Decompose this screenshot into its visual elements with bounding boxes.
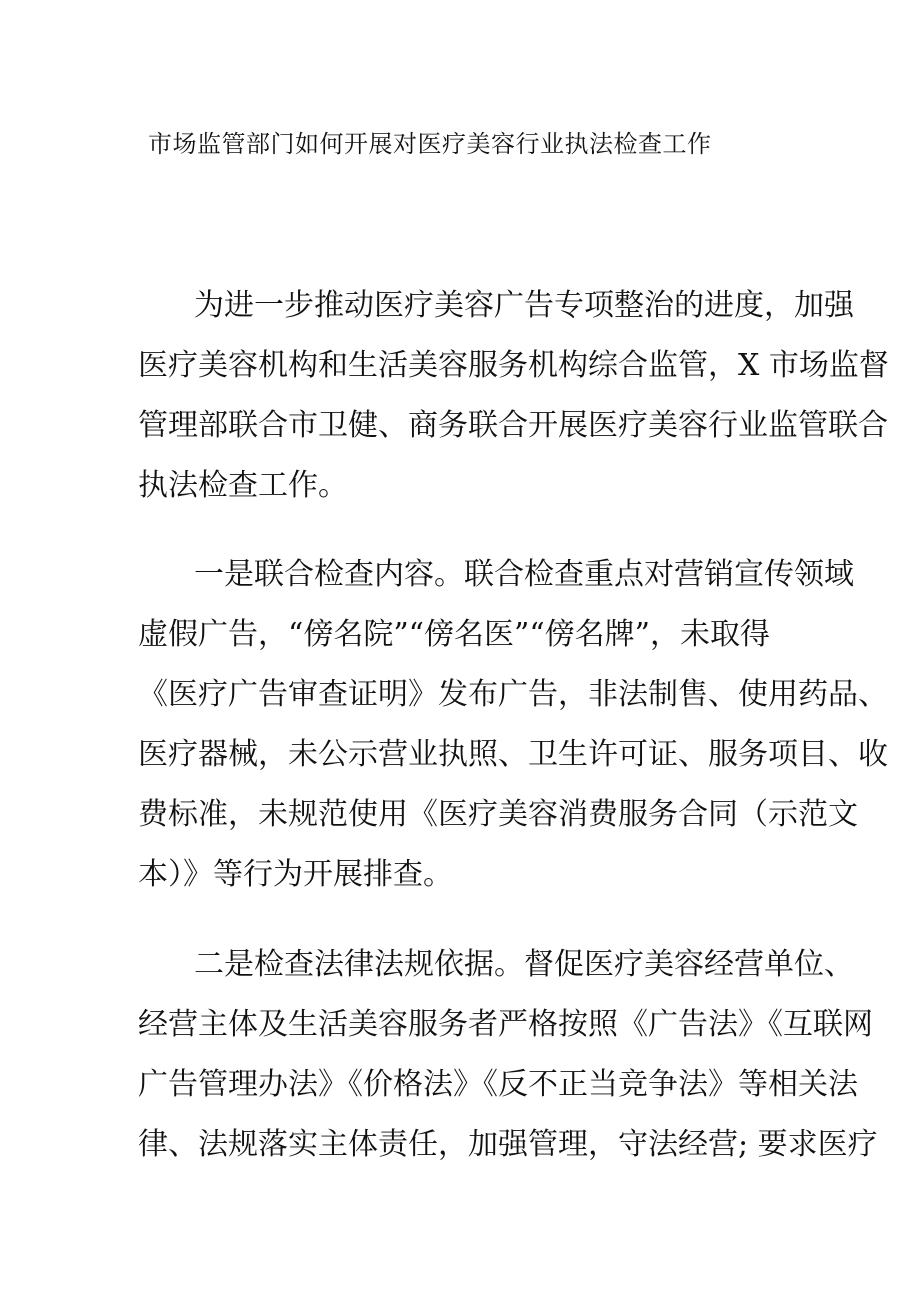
- paragraph-line: 本）》等行为开展排查。: [138, 857, 453, 892]
- paragraph-line: 管理部联合市卫健、商务联合开展医疗美容行业监管联合: [138, 408, 888, 443]
- paragraph-line: 为进一步推动医疗美容广告专项整治的进度，加强: [194, 288, 854, 323]
- paragraph-legal-basis: [138, 935, 878, 1175]
- paragraph-line: 执法检查工作。: [138, 468, 348, 503]
- paragraph-line: 二是检查法律法规依据。督促医疗美容经营单位、: [194, 947, 854, 982]
- paragraph-intro: [138, 276, 889, 516]
- paragraph-line: 医疗美容机构和生活美容服务机构综合监管，X 市场监督: [138, 348, 889, 383]
- paragraph-line: 一是联合检查内容。联合检查重点对营销宣传领域: [194, 557, 854, 592]
- document-title: 市场监管部门如何开展对医疗美容行业执法检查工作: [148, 130, 712, 158]
- paragraph-line: 虚假广告，“傍名院”“傍名医”“傍名牌”，未取得: [138, 617, 771, 652]
- paragraph-line: 《医疗广告审查证明》发布广告，非法制售、使用药品、: [138, 677, 888, 712]
- paragraph-line: 医疗器械，未公示营业执照、卫生许可证、服务项目、收: [138, 737, 888, 772]
- paragraph-line: 律、法规落实主体责任，加强管理，守法经营; 要求医疗: [138, 1127, 878, 1162]
- paragraph-line: 广告管理办法》《价格法》《反不正当竞争法》等相关法: [138, 1067, 858, 1102]
- paragraph-line: 经营主体及生活美容服务者严格按照《广告法》《互联网: [138, 1007, 873, 1042]
- paragraph-line: 费标准，未规范使用《医疗美容消费服务合同（示范文: [138, 797, 858, 832]
- paragraph-inspection-content: [138, 545, 888, 905]
